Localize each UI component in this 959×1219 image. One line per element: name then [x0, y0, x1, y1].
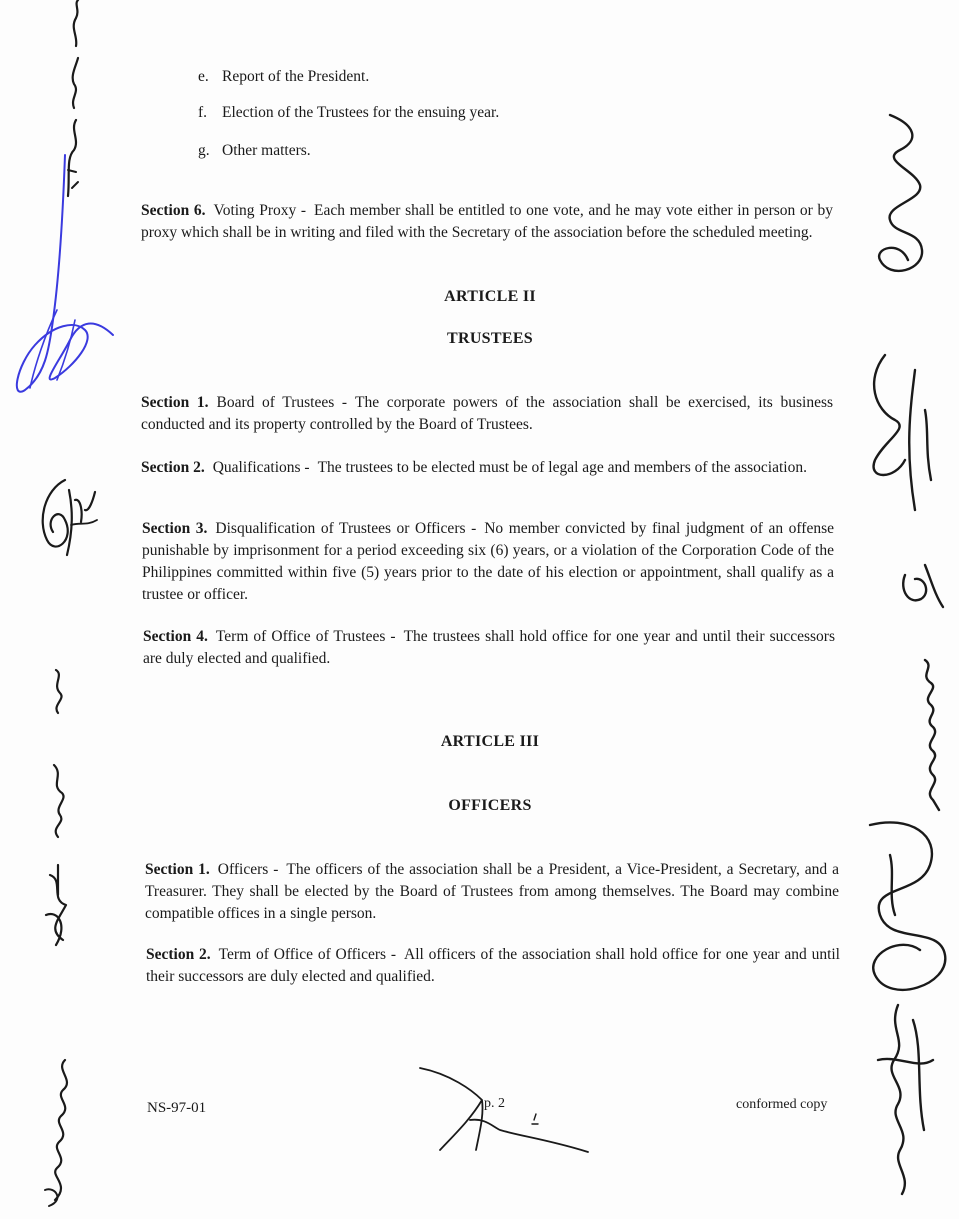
signature-right-second	[855, 350, 945, 520]
conformed-copy-note: conformed copy	[736, 1097, 828, 1112]
article2-section2	[141, 457, 833, 479]
section-title: Disqualification of Trustees or Officers -	[215, 520, 477, 537]
signature-left-blue	[5, 150, 120, 410]
article2-section3	[142, 518, 834, 606]
signature-left-rotated	[28, 665, 88, 955]
article2-heading: ARTICLE II	[444, 288, 536, 305]
signature-right-initials	[895, 555, 950, 615]
section-label: Section 2.	[141, 459, 205, 476]
section-text: The officers of the association shall be a President, a Vice-President, a Secretary, and a Treasurer. They shall be elected by the Board of Trustees from among themselves. The Board may combine compatible offices in a single person.	[145, 861, 839, 922]
list-text: Report of the President.	[222, 68, 370, 85]
section-label: Section 4.	[143, 628, 208, 645]
list-item-f	[198, 104, 499, 122]
section-title: Officers -	[217, 861, 279, 878]
section-title: Term of Office of Officers -	[218, 946, 397, 963]
list-text: Other matters.	[222, 142, 311, 159]
list-letter: e.	[198, 68, 209, 85]
section-label: Section 6.	[141, 202, 206, 219]
section-text: No member convicted by final judgment of an offense punishable by imprisonment for a period exceeding six (6) years, or a violation of the Corporation Code of the Philippines committed within five (5) years prior to the date of his election or appointment, shall qualify as a trustee or officer.	[142, 520, 835, 603]
signature-right-name	[905, 655, 955, 815]
article1-section6	[141, 200, 833, 244]
section-text: Each member shall be entitled to one vote, and he may vote either in person or by proxy which shall be in writing and filed with the Secretary of the association before the scheduled meeting.	[141, 202, 833, 241]
article2-subheading: TRUSTEES	[447, 330, 533, 347]
signature-right-loop	[850, 815, 955, 1015]
signature-left-initials	[25, 470, 105, 570]
section-title: Voting Proxy -	[213, 202, 307, 219]
list-letter: f.	[198, 104, 208, 121]
signature-right-bottom	[858, 1000, 953, 1200]
section-label: Section 2.	[146, 946, 211, 963]
article2-section4	[143, 626, 835, 670]
section-title: Qualifications -	[212, 459, 310, 476]
section-text: The corporate powers of the association shall be exercised, its business conducted and its property controlled by the Board of Trustees.	[141, 394, 834, 433]
article2-section1	[141, 392, 833, 436]
section-title: Board of Trustees -	[216, 394, 348, 411]
signature-right-top	[860, 110, 940, 290]
signature-bottom-center	[410, 1060, 600, 1160]
page-number: p. 2	[484, 1096, 505, 1111]
section-label: Section 1.	[141, 394, 209, 411]
article3-section1	[145, 859, 839, 925]
signature-left-bottom	[25, 1050, 95, 1210]
list-item-g	[198, 142, 311, 160]
list-text: Election of the Trustees for the ensuing year.	[222, 104, 500, 121]
document-code: NS-97-01	[147, 1100, 207, 1116]
section-text: All officers of the association shall hold office for one year and until their successors are duly elected and qualified.	[146, 946, 840, 985]
section-title: Term of Office of Trustees -	[215, 628, 396, 645]
article3-subheading: OFFICERS	[448, 797, 532, 814]
article3-section2	[146, 944, 840, 988]
section-text: The trustees to be elected must be of legal age and members of the association.	[317, 459, 807, 476]
list-letter: g.	[198, 142, 210, 159]
article3-heading: ARTICLE III	[440, 733, 540, 750]
section-text: The trustees shall hold office for one year and until their successors are duly elected and qualified.	[143, 628, 835, 667]
list-item-e	[198, 68, 369, 86]
section-label: Section 3.	[142, 520, 208, 537]
section-label: Section 1.	[145, 861, 210, 878]
